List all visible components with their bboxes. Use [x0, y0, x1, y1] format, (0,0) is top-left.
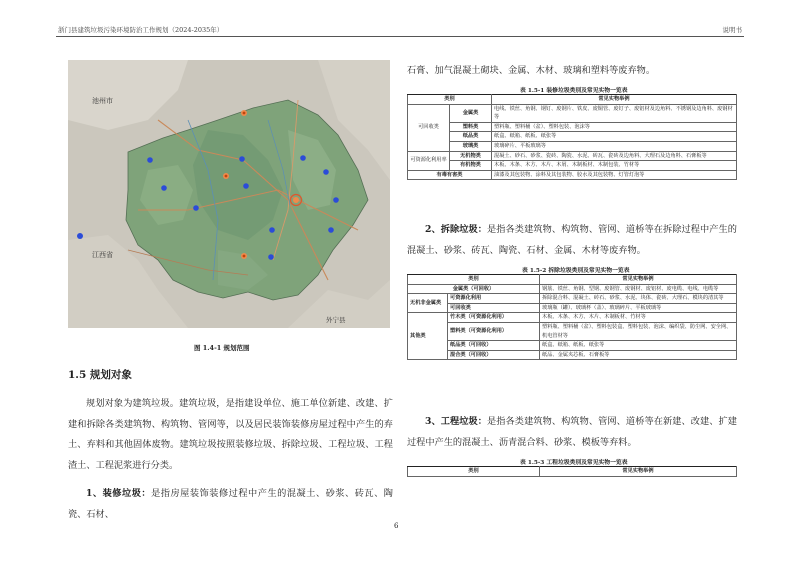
table2-caption: 表 1.5-2 拆除垃圾类别及常见实物一览表: [522, 268, 630, 274]
group-inorganic: 无机非金属类: [408, 294, 448, 313]
table-row: [408, 284, 737, 294]
table-header-examples: 常见实物举例: [492, 95, 737, 105]
table-header-category: 类别: [408, 275, 540, 285]
example-cell: 电线、铁丝、角钢、钢钉、废钢片、铁皮、废铜管、废钉子、废铝材及边角料、不锈钢及边角料、废钢材等: [492, 104, 737, 122]
category-metal: 金属类（可回收）: [408, 284, 540, 294]
table1-caption: 表 1.5-1 装修垃圾类别及常见实物一览表: [520, 88, 628, 94]
table-row: [408, 151, 737, 161]
table-header-examples: 常见实物举例: [540, 275, 737, 285]
item2-paragraph: [407, 220, 737, 261]
table-header-category: 类别: [408, 467, 540, 477]
example-cell: 塑料瓶、塑料桶（盆）、塑料包装盒、塑料包装、泡沫、编织袋、防尘网、安全网、机电管材等: [540, 322, 737, 340]
category-cell: 塑料类: [450, 122, 492, 132]
svg-text:江西省: 江西省: [92, 251, 113, 259]
page-number: 6: [394, 522, 399, 530]
table-decoration-waste: [407, 94, 737, 180]
table-row: [408, 294, 737, 304]
table-row: [408, 313, 737, 323]
example-cell: 纸品、金属夹芯板、石膏板等: [540, 350, 737, 360]
example-cell: 混凝土、砂石、砂浆、瓷砖、陶瓷、水泥、砖瓦、瓷砖及边角料、大理石及边角料、石膏板等: [492, 151, 737, 161]
table-row: [408, 122, 737, 132]
table-row: [408, 132, 737, 142]
item1-heading: 1、装修垃圾：: [86, 488, 152, 499]
section-intro: 规划对象为建筑垃圾。建筑垃圾，是指建设单位、施工单位新建、改建、扩建和拆除各类建筑物、构筑物、管网等，以及居民装饰装修房屋过程中产生的弃土、弃料和其他固体废物。建筑垃圾按照装修垃圾、拆除垃圾、工程垃圾、工程渣土、工程泥浆进行分类。: [68, 398, 393, 471]
example-cell: 木板、木条、木方、木片、木制板材、竹材等: [540, 313, 737, 323]
group-recyclable: 可回收类: [408, 104, 450, 151]
table3-caption: 表 1.5-3 工程垃圾类别及常见实物一览表: [520, 460, 628, 466]
item1-continuation: 石膏、加气混凝土砌块、金属、木材、玻璃和塑料等废弃物。: [407, 65, 656, 76]
table-row: [408, 170, 737, 180]
table-header-row: [408, 467, 737, 477]
running-header-title: 浙门县建筑垃圾污染环境防治工作规划（2024-2035年）: [58, 26, 224, 34]
svg-text:池州市: 池州市: [92, 97, 113, 105]
item3-text: 是指各类建筑物、构筑物、管网、道桥等在新建、改建、扩建过程中产生的混凝土、沥青混合料、砂浆、模板等弃料。: [407, 416, 737, 448]
category-cell: 玻璃类: [450, 141, 492, 151]
example-cell: 纸盒、纸箱、纸板、纸张等: [540, 341, 737, 351]
table-demolition-waste: [407, 274, 737, 360]
table-row: [408, 350, 737, 360]
item3-heading: 3、工程垃圾：: [425, 416, 488, 427]
section-heading: 1.5 规划对象: [68, 369, 132, 381]
table-header-row: [408, 95, 737, 105]
example-cell: 拆除混合料、混凝土、砖石、砂浆、水泥、块体、瓷砖、大理石、模块的清其等: [540, 294, 737, 304]
category-cell: 纸品类（可回收）: [448, 341, 540, 351]
category-cell: 纸品类: [450, 132, 492, 142]
category-cell: 金属类: [450, 104, 492, 122]
example-cell: 钢筋、铁丝、角钢、型钢、废钢管、废钢材、废铝材、废电缆、电线、电缆等: [540, 284, 737, 294]
group-resource: 可资源化利用率: [408, 151, 450, 170]
item1-text: 是指房屋装饰装修过程中产生的混凝土、砂浆、砖瓦、陶瓷、石材、: [68, 488, 393, 520]
example-cell: 玻璃碎片、平板玻璃等: [492, 141, 737, 151]
figure-caption: 图 1.4-1 规划范围: [194, 344, 250, 352]
example-cell: 油漆及其包装物、涂料及其包装物、胶水及其包装物、灯管灯泡等: [492, 170, 737, 180]
map-graphic: [68, 60, 390, 328]
table-row: [408, 104, 737, 122]
item2-text: 是指各类建筑物、构筑物、管网、道桥等在拆除过程中产生的混凝土、砂浆、砖瓦、陶瓷、石材、金属、木材等废弃物。: [407, 224, 737, 256]
item2-heading: 2、拆除垃圾：: [425, 224, 488, 235]
table-row: [408, 303, 737, 313]
group-other: 其他类: [408, 313, 448, 360]
category-cell: 可回收类: [448, 303, 540, 313]
category-cell: 竹木类（可资源化利用）: [448, 313, 540, 323]
running-header-doctype: 说明书: [722, 26, 742, 34]
category-cell: 无机物类: [450, 151, 492, 161]
category-cell: 有机物类: [450, 161, 492, 171]
table-row: [408, 341, 737, 351]
planning-scope-map: [68, 60, 390, 328]
table-header-category: 类别: [408, 95, 492, 105]
table-row: [408, 141, 737, 151]
example-cell: 木板、木条、木方、木片、木屑、木制板材、木制包装、竹材等: [492, 161, 737, 171]
example-cell: 塑料瓶、塑料桶（盆）、塑料包装、泡沫等: [492, 122, 737, 132]
table-header-row: [408, 275, 737, 285]
header-rule: [56, 36, 744, 37]
item1-paragraph: [68, 484, 393, 525]
table-header-examples: 常见实物举例: [540, 467, 737, 477]
example-cell: 玻璃瓶（罐）、玻璃杯（盖）、玻璃碎片、平板玻璃等: [540, 303, 737, 313]
example-cell: 纸盒、纸箱、纸板、纸张等: [492, 132, 737, 142]
category-cell: 可资源化利用: [448, 294, 540, 304]
category-hazardous: 有毒有害类: [408, 170, 492, 180]
item3-paragraph: [407, 412, 737, 453]
table-row: [408, 322, 737, 340]
category-cell: 混合类（可回收）: [448, 350, 540, 360]
table-construction-waste: [407, 466, 737, 477]
category-cell: 塑料类（可资源化利用）: [448, 322, 540, 340]
svg-text:外宁县: 外宁县: [326, 316, 346, 324]
table-row: [408, 161, 737, 171]
